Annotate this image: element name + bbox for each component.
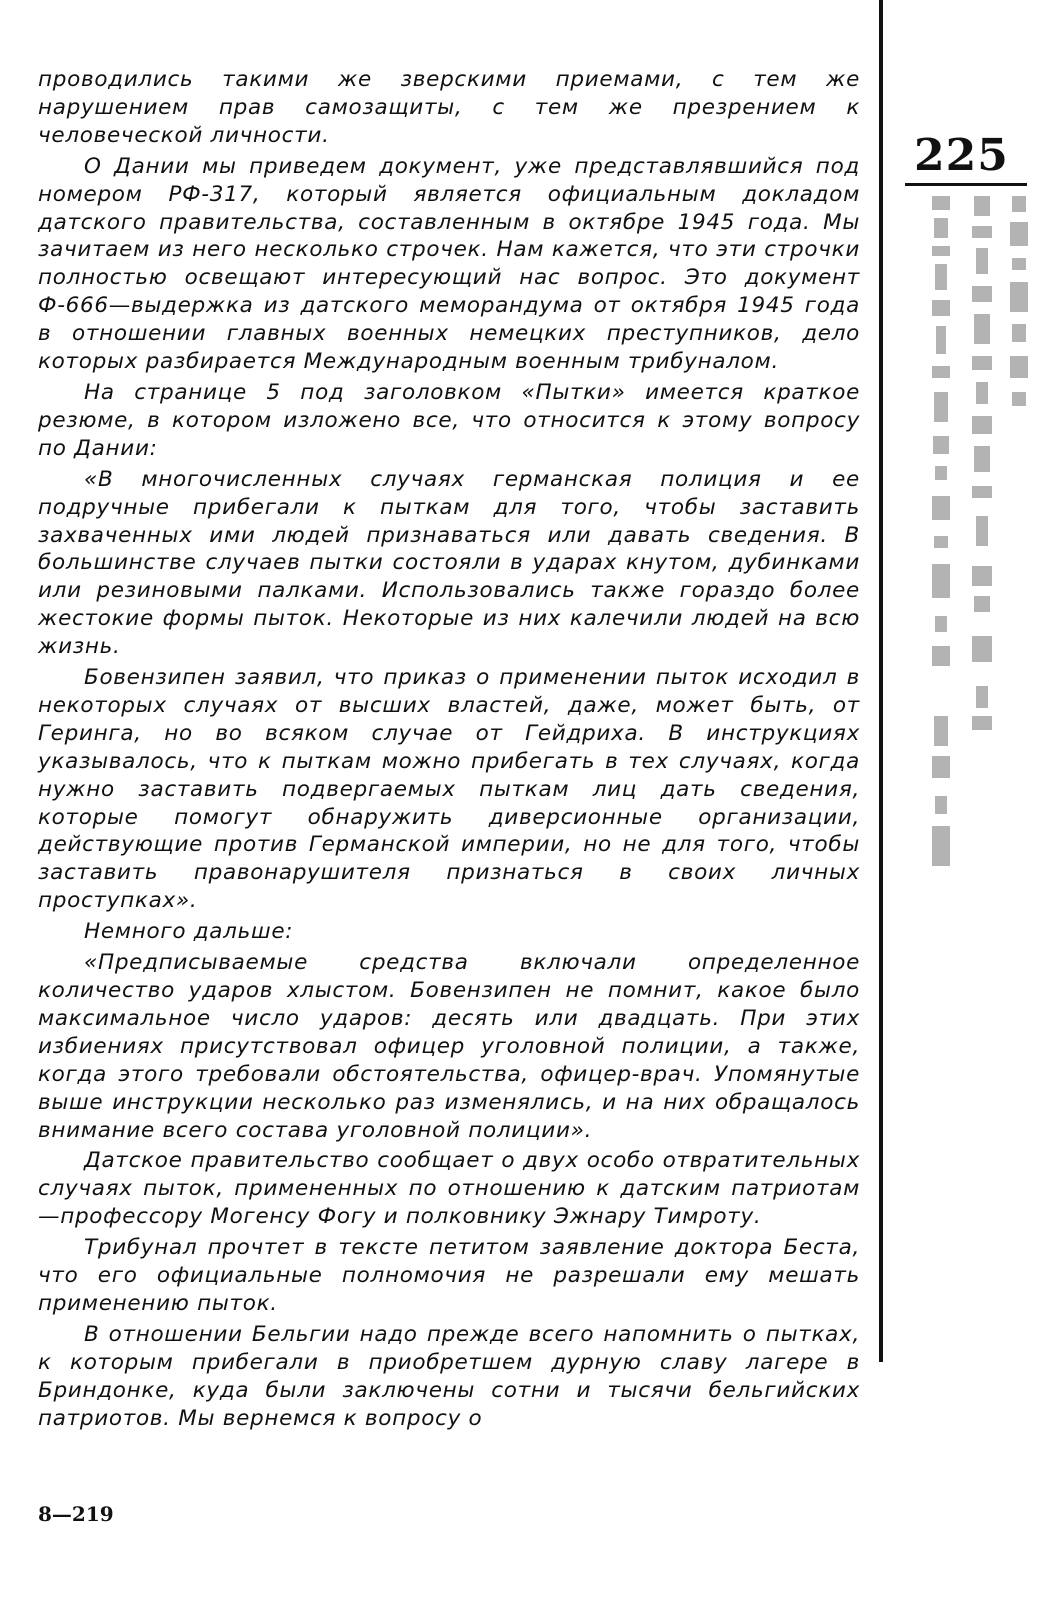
paragraph: проводились такими же зверскими приемами, с тем же нарушением прав самозащиты, с тем же презрением к человеческой личности. [38,67,860,148]
body-text [38,66,860,1436]
paragraph: В отношении Бельгии надо прежде всего напомнить о пытках, к которым прибегали в приобретшем дурную славу лагере в Бриндонке, куда были заключены сотни и тысячи бельгийских патриотов. Мы вернемся к вопросу о [38,1321,860,1431]
paragraph: «В многочисленных случаях германская полиция и ее подручные прибегали к пыткам для того, чтобы заставить захваченных ими людей признаваться или давать сведения. В большинстве случаев пытки состояли в ударах кнутом, дубинками или резиновыми палками. Использовались также гораздо более жестокие формы пыток. Некоторые из них калечили людей на всю жизнь. [38,466,860,660]
paragraph: На странице 5 под заголовком «Пытки» имеется краткое резюме, в котором изложено все, что относится к этому вопросу по Дании: [38,379,860,461]
page-number: 225 [914,130,1009,181]
library-stamp-mark [930,196,1030,896]
paragraph: Немного дальше: [84,919,294,945]
paragraph: О Дании мы приведем документ, уже представлявшийся под номером РФ-317, который является официальным докладом датского правительства, составленным в октябре 1945 года. Мы зачитаем из него несколько строчек. Нам кажется, что эти строчки полностью освещают интересующий нас вопрос. Это документ Ф-666—выдержка из датского меморандума от октября 1945 года в отношении главных военных немецких преступников, дело которых разбирается Международным военным трибуналом. [38,153,860,375]
paragraph: Бовензипен заявил, что приказ о применении пыток исходил в некоторых случаях от высших властей, даже, может быть, от Геринга, но во всяком случае от Гейдриха. В инструкциях указывалось, что к пыткам можно прибегать в тех случаях, когда нужно заставить подвергаемых пыткам лиц дать сведения, которые помогут обнаружить диверсионные организации, действующие против Германской империи, но не для того, чтобы заставить правонарушителя признаться в своих личных проступках». [38,665,860,914]
paragraph: Трибунал прочтет в тексте петитом заявление доктора Беста, что его официальные полномочия не разрешали ему мешать применению пыток. [38,1235,860,1316]
printer-signature: 8—219 [38,1502,114,1526]
paragraph: Датское правительство сообщает о двух особо отвратительных случаях пыток, примененных по отношению к датским патриотам—профессору Могенсу Фогу и полковнику Эжнару Тимроту. [38,1148,860,1230]
paragraph: «Предписываемые средства включали определенное количество ударов хлыстом. Бовензипен не помнит, какое было максимальное число ударов: десять или двадцать. При этих избиениях присутствовал офицер уголовной полиции, а также, когда этого требовали обстоятельства, офицер-врач. Упомянутые выше инструкции несколько раз изменялись, и на них обращалось внимание всего состава уголовной полиции». [38,950,860,1143]
margin-rule [879,0,883,1362]
page-number-underline [905,183,1027,186]
